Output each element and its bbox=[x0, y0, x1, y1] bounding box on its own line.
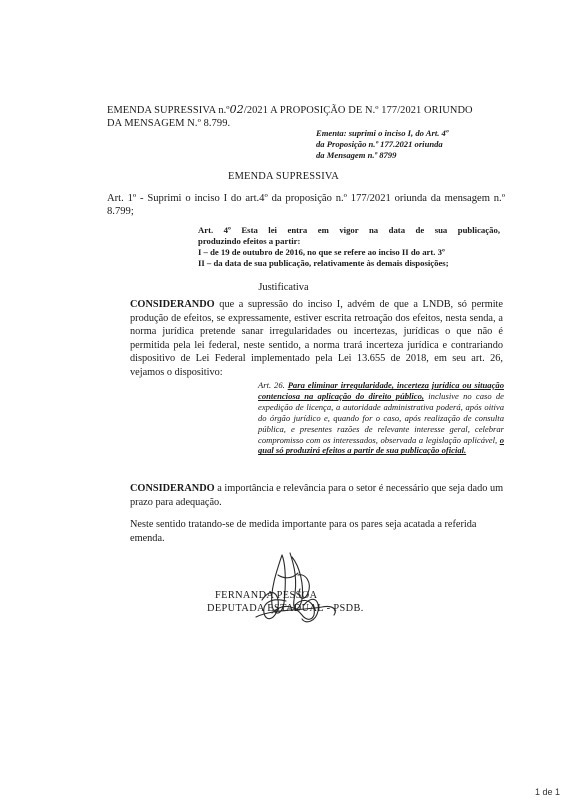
considerando-keyword: CONSIDERANDO bbox=[130, 483, 215, 494]
header-prefix: EMENDA SUPRESSIVA n.º bbox=[107, 105, 230, 116]
closing-paragraph: Neste sentido tratando-se de medida importante para os pares seja acatada a referida emenda. bbox=[130, 519, 477, 544]
signatory-role: DEPUTADA ESTADUAL - PSDB. bbox=[207, 603, 364, 614]
ementa-line-3: da Mensagem n.º 8799 bbox=[316, 150, 397, 160]
header-line-1 bbox=[107, 103, 502, 117]
document-header bbox=[107, 103, 502, 130]
considerando-paragraph-2 bbox=[130, 482, 505, 509]
article-4-line-1: Art. 4º Esta lei entra em vigor na data de sua publicação, bbox=[198, 225, 500, 235]
article-4-line-2: produzindo efeitos a partir: bbox=[198, 236, 301, 246]
page-indicator: 1 de 1 bbox=[534, 787, 560, 797]
heading-justificativa: Justificativa bbox=[258, 282, 309, 293]
article-1: Art. 1º - Suprimi o inciso I do art.4º da proposição n.º 177/2021 oriunda da mensagem n.º 8.799; bbox=[107, 193, 505, 217]
considerando-text: a importância e relevância para o setor é necessário que seja dado um prazo para adequação. bbox=[130, 483, 504, 508]
heading-emenda: EMENDA SUPRESSIVA bbox=[228, 171, 339, 182]
header-line-2: DA MENSAGEM N.º 8.799. bbox=[107, 118, 231, 129]
quote-underlined: Para eliminar irregularidade, incerteza jurídica ou situação contenciosa na aplicação do direito público, bbox=[258, 380, 504, 401]
article-4-line-4: II – da data de sua publicação, relativamente às demais disposições; bbox=[198, 258, 449, 268]
article-4-line-3: I – de 19 de outubro de 2016, no que se refere ao inciso II do art. 3º bbox=[198, 247, 445, 257]
considerando-keyword: CONSIDERANDO bbox=[130, 299, 215, 310]
header-suffix: /2021 A PROPOSIÇÃO DE N.º 177/2021 ORIUNDO bbox=[243, 105, 473, 116]
signatory-name: FERNANDA PESSOA bbox=[215, 590, 318, 601]
ementa-line-2: da Proposição n.º 177.2021 oriunda bbox=[316, 139, 443, 149]
considerando-paragraph-1 bbox=[130, 298, 503, 379]
article-4-block bbox=[198, 225, 500, 269]
legal-quote bbox=[258, 380, 504, 456]
quote-prefix: Art. 26. bbox=[258, 380, 288, 390]
quote-underlined-2: o qual só produzirá efeitos a partir de sua publicação oficial. bbox=[258, 434, 504, 456]
ementa-block bbox=[316, 128, 506, 161]
quote-middle: inclusive no caso de expedição de licença, a autoridade administrativa poderá, após oitiva do órgão jurídico e, quando for o caso, após realização de consulta pública, e presentes razões de relevante interesse geral, celebrar compromisso com os interessados, observada a legislação aplicável, bbox=[258, 390, 504, 445]
handwritten-number: 02 bbox=[229, 103, 244, 116]
ementa-line-1: Ementa: suprimi o inciso I, do Art. 4º bbox=[316, 128, 449, 138]
considerando-text: que a supressão do inciso I, advém de que a LNDB, só permite produção de efeitos, se expressamente, estiver escrita retroação dos efeitos, nesta senda, a norma jurídica pretende sanar irregularidades ou incertezas, jurídicas o que não é permitida pela lei federal, neste sentido, a norma trará incerteza jurídica e contrariando dispositivo de Lei Federal implementado pela Lei 13.655 de 2018, em seu art. 26, vejamos o dispositivo: bbox=[130, 299, 503, 378]
